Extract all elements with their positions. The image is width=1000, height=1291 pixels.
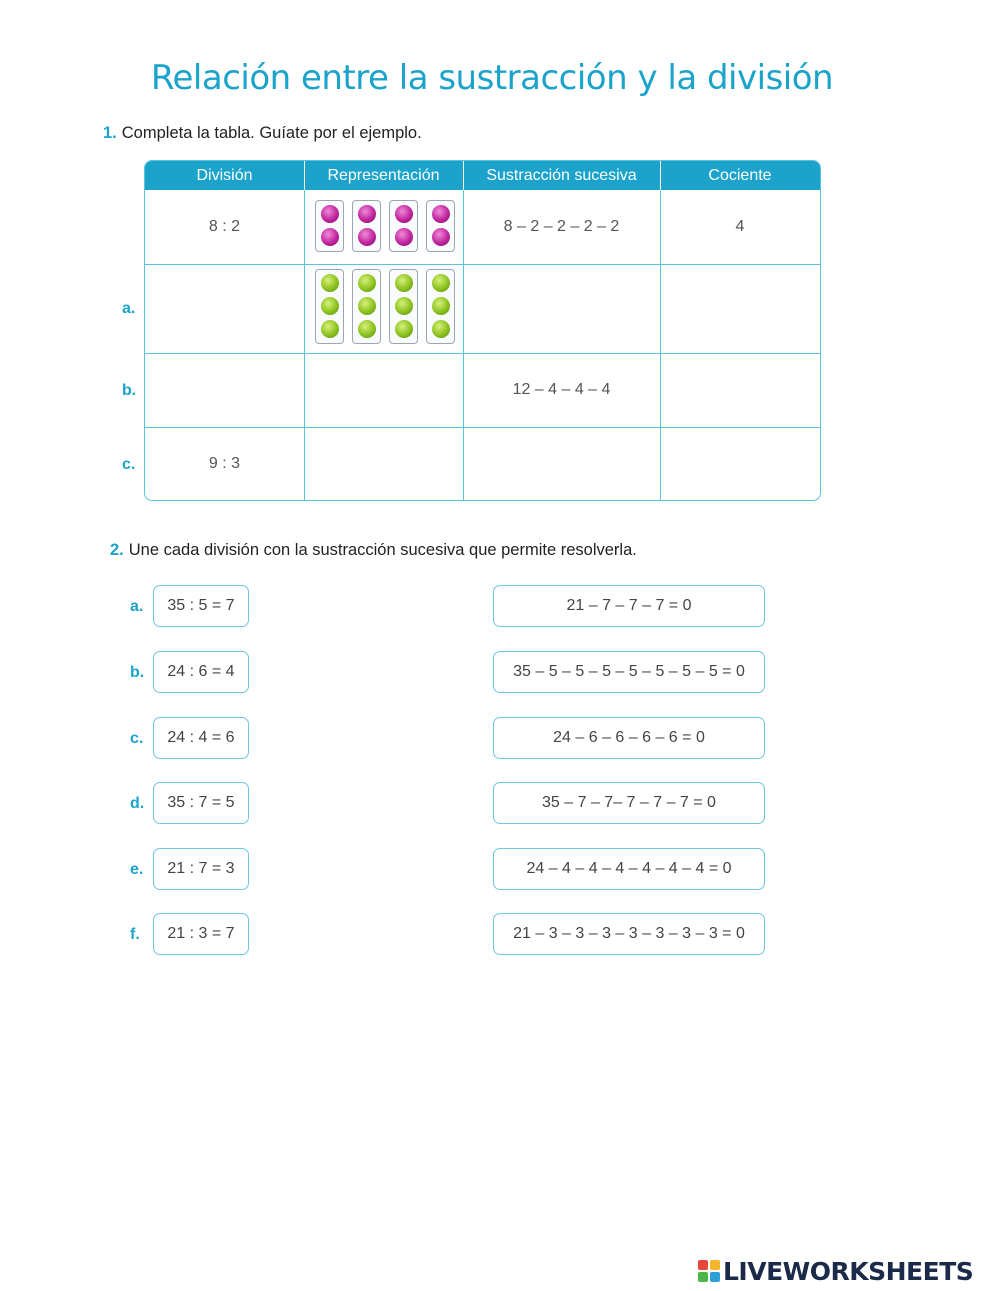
row-c-division: 9 : 3 [208, 455, 241, 472]
logo-text: LIVEWORKSHEETS [723, 1256, 974, 1286]
counter-dot [395, 297, 413, 315]
exercise2-number: 2. [110, 541, 124, 559]
division-box-d[interactable]: 35 : 7 = 5 [153, 782, 249, 824]
subtraction-box-4[interactable]: 35 – 7 – 7– 7 – 7 – 7 = 0 [493, 782, 765, 824]
row-label-a: a. [122, 300, 136, 317]
page-title: Relación entre la sustracción y la división [150, 58, 834, 98]
exercise1-instruction-text: Completa la tabla. Guíate por el ejemplo. [121, 124, 422, 142]
match-label-c: c. [130, 730, 144, 747]
match-label-d: d. [130, 795, 145, 812]
exercise1-number: 1. [103, 124, 117, 142]
subtraction-box-2[interactable]: 35 – 5 – 5 – 5 – 5 – 5 – 5 – 5 = 0 [493, 651, 765, 693]
counter-dot [321, 320, 339, 338]
counter-dot [358, 274, 376, 292]
example-quotient: 4 [735, 218, 745, 235]
counter-dot [432, 228, 450, 246]
liveworksheets-logo [698, 1256, 973, 1286]
header-division: División [196, 167, 253, 184]
logo-mark-icon [698, 1260, 720, 1282]
counter-dot [358, 297, 376, 315]
subtraction-box-3[interactable]: 24 – 6 – 6 – 6 – 6 = 0 [493, 717, 765, 759]
counter-dot [395, 274, 413, 292]
exercise1-table [144, 160, 821, 501]
counter-group [352, 200, 381, 252]
division-box-f[interactable]: 21 : 3 = 7 [153, 913, 249, 955]
row-label-b: b. [122, 382, 137, 399]
counter-dot [395, 228, 413, 246]
counter-dot [321, 274, 339, 292]
header-representation: Representación [327, 167, 440, 184]
exercise1-instruction [103, 124, 422, 143]
division-box-e[interactable]: 21 : 7 = 3 [153, 848, 249, 890]
counter-dot [432, 320, 450, 338]
counter-dot [395, 320, 413, 338]
header-subtraction: Sustracción sucesiva [486, 167, 637, 184]
match-label-a: a. [130, 598, 144, 615]
division-box-b[interactable]: 24 : 6 = 4 [153, 651, 249, 693]
subtraction-box-6[interactable]: 21 – 3 – 3 – 3 – 3 – 3 – 3 – 3 = 0 [493, 913, 765, 955]
example-division: 8 : 2 [208, 218, 241, 235]
exercise2-instruction [110, 541, 637, 560]
division-box-a[interactable]: 35 : 5 = 7 [153, 585, 249, 627]
match-label-b: b. [130, 664, 145, 681]
counter-group [426, 200, 455, 252]
counter-dot [321, 228, 339, 246]
table-header [145, 161, 820, 190]
counter-dot [432, 297, 450, 315]
counter-group [315, 269, 344, 344]
row-label-c: c. [122, 456, 136, 473]
match-label-e: e. [130, 861, 144, 878]
counter-dot [395, 205, 413, 223]
match-label-f: f. [130, 926, 140, 943]
counter-group [389, 269, 418, 344]
counter-dot [358, 228, 376, 246]
subtraction-box-1[interactable]: 21 – 7 – 7 – 7 = 0 [493, 585, 765, 627]
counter-dot [358, 320, 376, 338]
example-subtraction: 8 – 2 – 2 – 2 – 2 [503, 218, 620, 235]
row-b-subtraction: 12 – 4 – 4 – 4 [512, 381, 611, 398]
counter-group [315, 200, 344, 252]
subtraction-box-5[interactable]: 24 – 4 – 4 – 4 – 4 – 4 – 4 = 0 [493, 848, 765, 890]
division-box-c[interactable]: 24 : 4 = 6 [153, 717, 249, 759]
counter-group [389, 200, 418, 252]
counter-group [426, 269, 455, 344]
header-quotient: Cociente [708, 167, 772, 184]
counter-dot [321, 297, 339, 315]
counter-dot [432, 205, 450, 223]
counter-dot [432, 274, 450, 292]
exercise2-instruction-text: Une cada división con la sustracción sucesiva que permite resolverla. [128, 541, 637, 559]
counter-dot [321, 205, 339, 223]
counter-group [352, 269, 381, 344]
counter-dot [358, 205, 376, 223]
